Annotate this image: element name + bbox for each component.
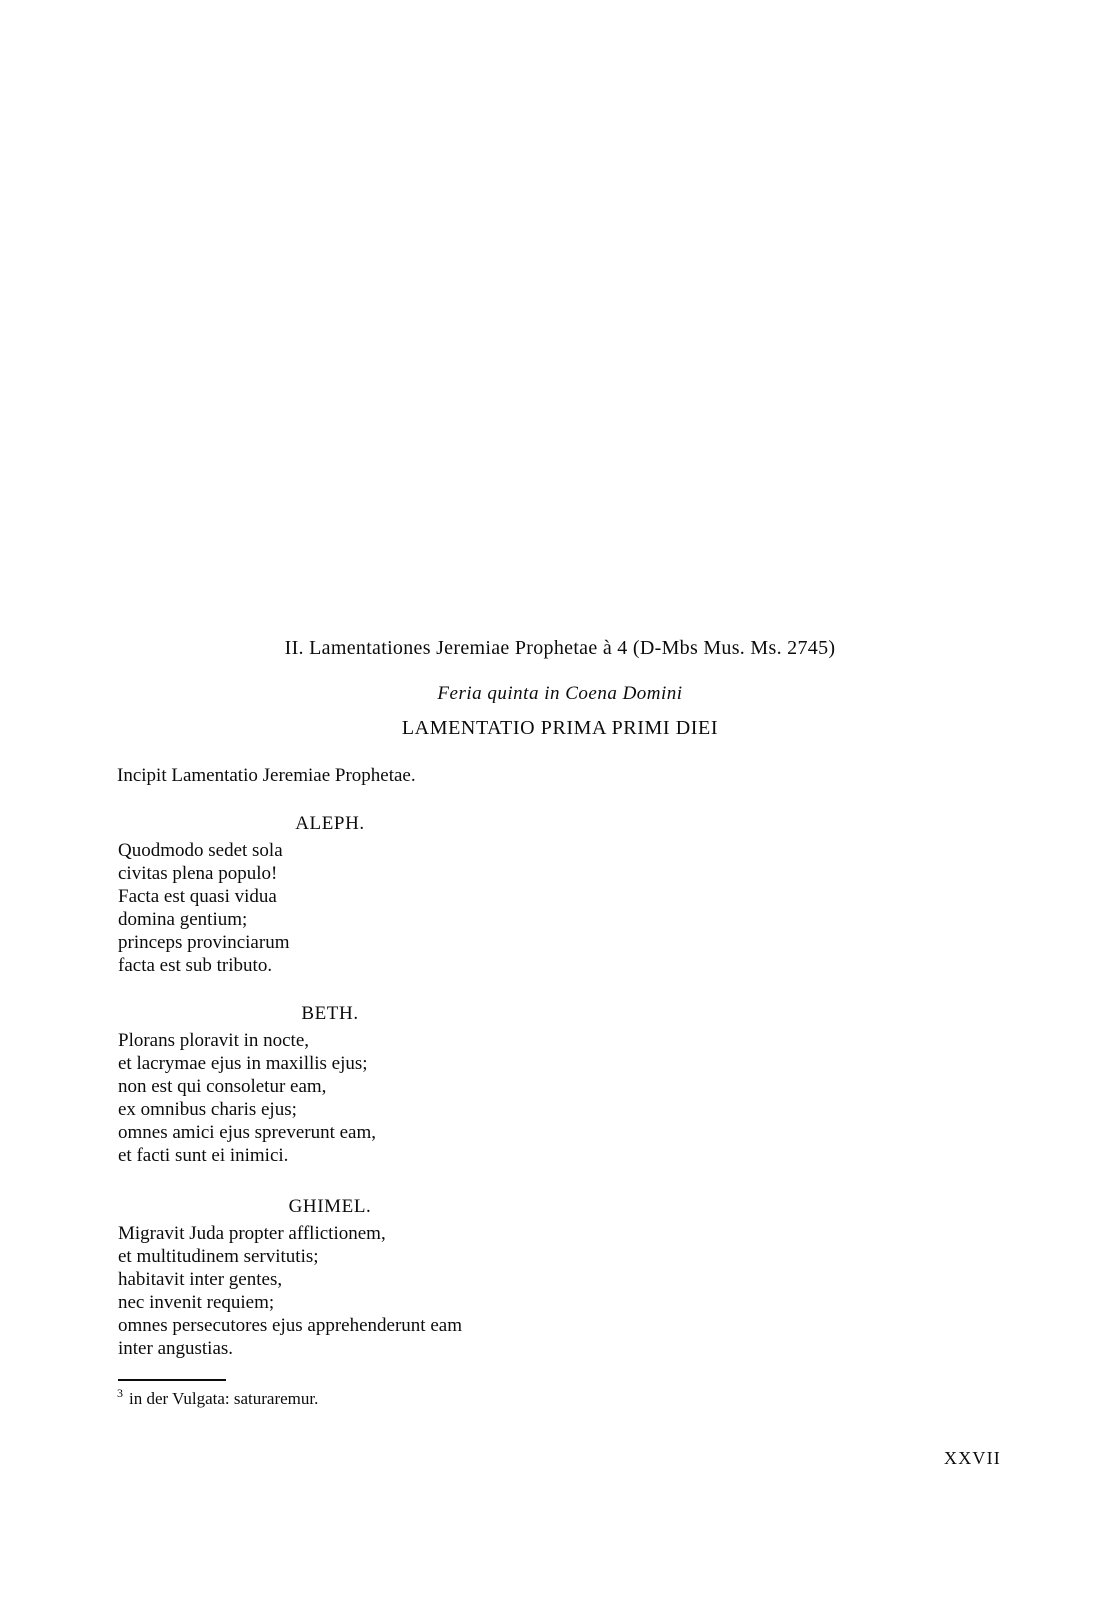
lamentatio-heading: LAMENTATIO PRIMA PRIMI DIEI xyxy=(401,717,719,739)
incipit-line: Incipit Lamentatio Jeremiae Prophetae. xyxy=(117,765,416,786)
stanza-beth xyxy=(118,1002,542,1167)
verse-line: omnes amici ejus spreverunt eam, xyxy=(118,1122,377,1143)
section-title: II. Lamentationes Jeremiae Prophetae à 4 (D-Mbs Mus. Ms. 2745) xyxy=(284,637,836,659)
stanza-aleph xyxy=(118,812,542,977)
verse-line: non est qui consoletur eam, xyxy=(118,1076,327,1097)
liturgical-day-subtitle: Feria quinta in Coena Domini xyxy=(437,683,683,704)
hebrew-letter-heading: ALEPH. xyxy=(295,813,365,834)
verse-line: nec invenit requiem; xyxy=(118,1292,275,1313)
verse-line: habitavit inter gentes, xyxy=(118,1269,283,1290)
verse-line: facta est sub tributo. xyxy=(118,955,273,976)
verse-line: domina gentium; xyxy=(118,909,248,930)
verse-line: inter angustias. xyxy=(118,1338,234,1359)
verse-line: et facti sunt ei inimici. xyxy=(118,1145,289,1166)
verse-line: et multitudinem servitutis; xyxy=(118,1246,319,1267)
footnote xyxy=(117,1388,318,1409)
verse-line: omnes persecutores ejus apprehenderunt eam xyxy=(118,1315,462,1336)
footnote-rule xyxy=(118,1379,226,1381)
verse-line: Facta est quasi vidua xyxy=(118,886,277,907)
verse-line: Plorans ploravit in nocte, xyxy=(118,1030,310,1051)
verse-line: ex omnibus charis ejus; xyxy=(118,1099,297,1120)
page-number: XXVII xyxy=(944,1448,1001,1468)
verse-line: et lacrymae ejus in maxillis ejus; xyxy=(118,1053,368,1074)
stanza-ghimel xyxy=(118,1195,542,1360)
hebrew-letter-heading: GHIMEL. xyxy=(288,1196,372,1217)
verse-line: Quodmodo sedet sola xyxy=(118,840,283,861)
verse-line: Migravit Juda propter afflictionem, xyxy=(118,1223,386,1244)
hebrew-letter-heading: BETH. xyxy=(301,1003,359,1024)
verse-line: civitas plena populo! xyxy=(118,863,278,884)
footnote-marker: 3 xyxy=(117,1386,123,1401)
verse-line: princeps provinciarum xyxy=(118,932,290,953)
footnote-text: in der Vulgata: saturaremur. xyxy=(129,1389,319,1408)
